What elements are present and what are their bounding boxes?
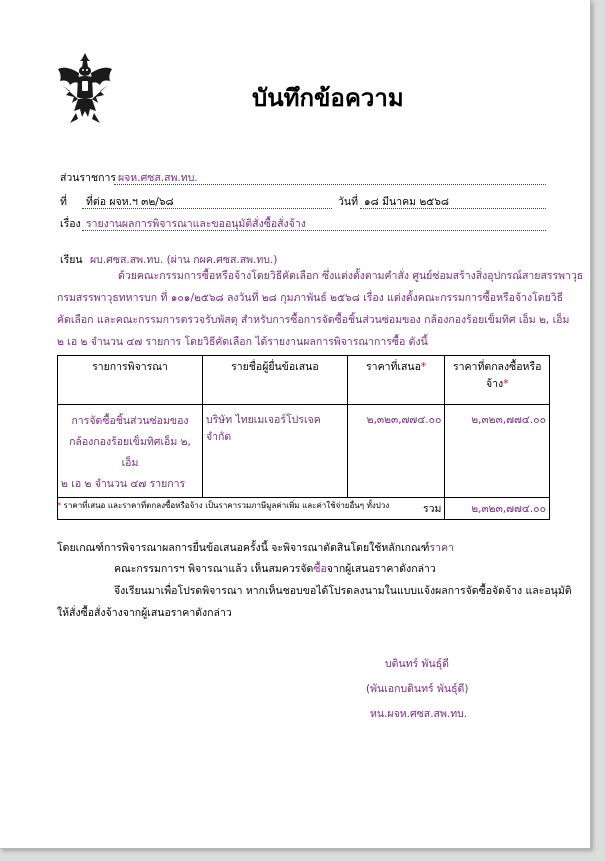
ref-value: ที่ต่อ ผจห.ฯ ๓๒/๖๘ [86, 196, 174, 208]
para1-line-2: กรมสรรพาวุธทหารบก ที่ ๑๐๑/๒๕๖๘ ลงวันที่ ๒๘ กุมภาพันธ์ ๒๕๖๘ เรื่อง แต่งตั้งคณะกรรมการซื้อหรือจ้างโดยวิธี [57, 292, 564, 304]
para1-line-4: ๒ เอ ๒ จำนวน ๔๗ รายการ โดยวิธีคัดเลือก ได้รายงานผลการพิจารณาการซื้อ ดังนี้ [57, 336, 428, 348]
col-header-item: รายการพิจารณา [58, 356, 203, 405]
item-line: ๒ เอ ๒ จำนวน ๔๗ รายการ [61, 478, 186, 490]
header-star: * [503, 378, 509, 390]
total-value: ๒,๓๒๓,๗๗๔.๐๐ [445, 498, 550, 520]
subject-label: เรื่อง [60, 218, 81, 230]
ref-underline [82, 208, 332, 209]
vendor-cell: บริษัท ไทยเมเจอร์โปรเจค จำกัด [202, 405, 347, 498]
agency-label: ส่วนราชการ [60, 172, 117, 184]
col-header-vendor: รายชื่อผู้ยื่นข้อเสนอ [202, 356, 347, 405]
criteria-line [57, 538, 454, 559]
ref-label: ที่ [60, 196, 67, 208]
agency-value: ผจห.ศซส.สพ.ทบ. [118, 172, 198, 184]
signer-full-name: (พันเอกบดินทร์ พันธุ์ดี) [366, 683, 469, 695]
criteria-text: โดยเกณฑ์การพิจารณาผลการยื่นข้อเสนอครั้งนี้ จะพิจารณาตัดสินโดยใช้หลักเกณฑ์ [57, 542, 430, 554]
col-header-offer: ราคาที่เสนอ* [347, 356, 445, 405]
item-cell [58, 405, 203, 498]
table-header-row [58, 356, 550, 405]
committee-line [114, 559, 436, 580]
committee-text-end: จากผู้เสนอราคาดังกล่าว [326, 563, 436, 575]
date-label: วันที่ [338, 196, 358, 208]
footnote-text: ราคาที่เสนอ และราคาที่ตกลงซื้อหรือจ้าง เป็นราคารวมภาษีมูลค่าเพิ่ม และค่าใช้จ่ายอื่นๆ ทั้งปวง [63, 501, 390, 510]
committee-action: ซื้อ [313, 563, 327, 575]
col-header-agreed: ราคาที่ตกลงซื้อหรือจ้าง* [445, 356, 550, 405]
request-line-1: จึงเรียนมาเพื่อโปรดพิจารณา หากเห็นชอบขอได้โปรดลงนามในแบบแจ้งผลการจัดซื้อจัดจ้าง และอนุมัติ [114, 585, 572, 597]
to-value: ผบ.ศซส.สพ.ทบ. (ผ่าน กผค.ศซส.สพ.ทบ.) [90, 254, 278, 266]
criteria-method: ราคา [429, 542, 454, 554]
para1-line-1: ด้วยคณะกรรมการซื้อหรือจ้างโดยวิธีคัดเลือก ซึ่งแต่งตั้งตามคำสั่ง ศูนย์ซ่อมสร้างสิ่งอุปกรณ์สายสรรพาวุธ [118, 270, 584, 282]
to-label: เรียน [60, 254, 83, 266]
request-line-2: ให้สั่งซื้อสั่งจ้างจากผู้เสนอราคาดังกล่าว [57, 607, 232, 619]
header-star: * [420, 361, 427, 373]
total-label: รวม [58, 498, 445, 520]
subject-underline [82, 230, 546, 231]
signer-position: หน.ผจห.ศซส.สพ.ทบ. [370, 708, 468, 720]
date-value: ๑๘ มีนาคม ๒๕๖๘ [364, 196, 450, 208]
signer-name: บดินทร์ พันธุ์ดี [385, 658, 449, 670]
offer-price-cell: ๒,๓๒๓,๗๗๔.๐๐ [347, 405, 445, 498]
memo-title: บันทึกข้อความ [252, 84, 404, 112]
para1-line-3: คัดเลือก และคณะกรรมการตรวจรับพัสดุ สำหรับการซื้อการจัดซื้อชิ้นส่วนซ่อมของ กล้องกองร้อยเข็มทิศ เอ็ม ๒, เอ็ม [57, 314, 570, 326]
item-line: การจัดซื้อชิ้นส่วนซ่อมของ [71, 415, 189, 427]
subject-value: รายงานผลการพิจารณาและขออนุมัติสั่งซื้อสั่งจ้าง [86, 218, 306, 230]
committee-text: คณะกรรมการฯ พิจารณาแล้ว เห็นสมควรจัด [114, 563, 314, 575]
table-row [58, 405, 550, 498]
garuda-emblem-icon [56, 51, 114, 125]
agency-underline [114, 184, 546, 185]
agreed-price-cell: ๒,๓๒๓,๗๗๔.๐๐ [445, 405, 550, 498]
date-underline [360, 208, 546, 209]
item-line: กล้องกองร้อยเข็มทิศเอ็ม ๒, เอ็ม [69, 436, 191, 469]
footnote-star: * [57, 501, 61, 510]
results-table [57, 355, 550, 520]
footnote [57, 499, 389, 512]
